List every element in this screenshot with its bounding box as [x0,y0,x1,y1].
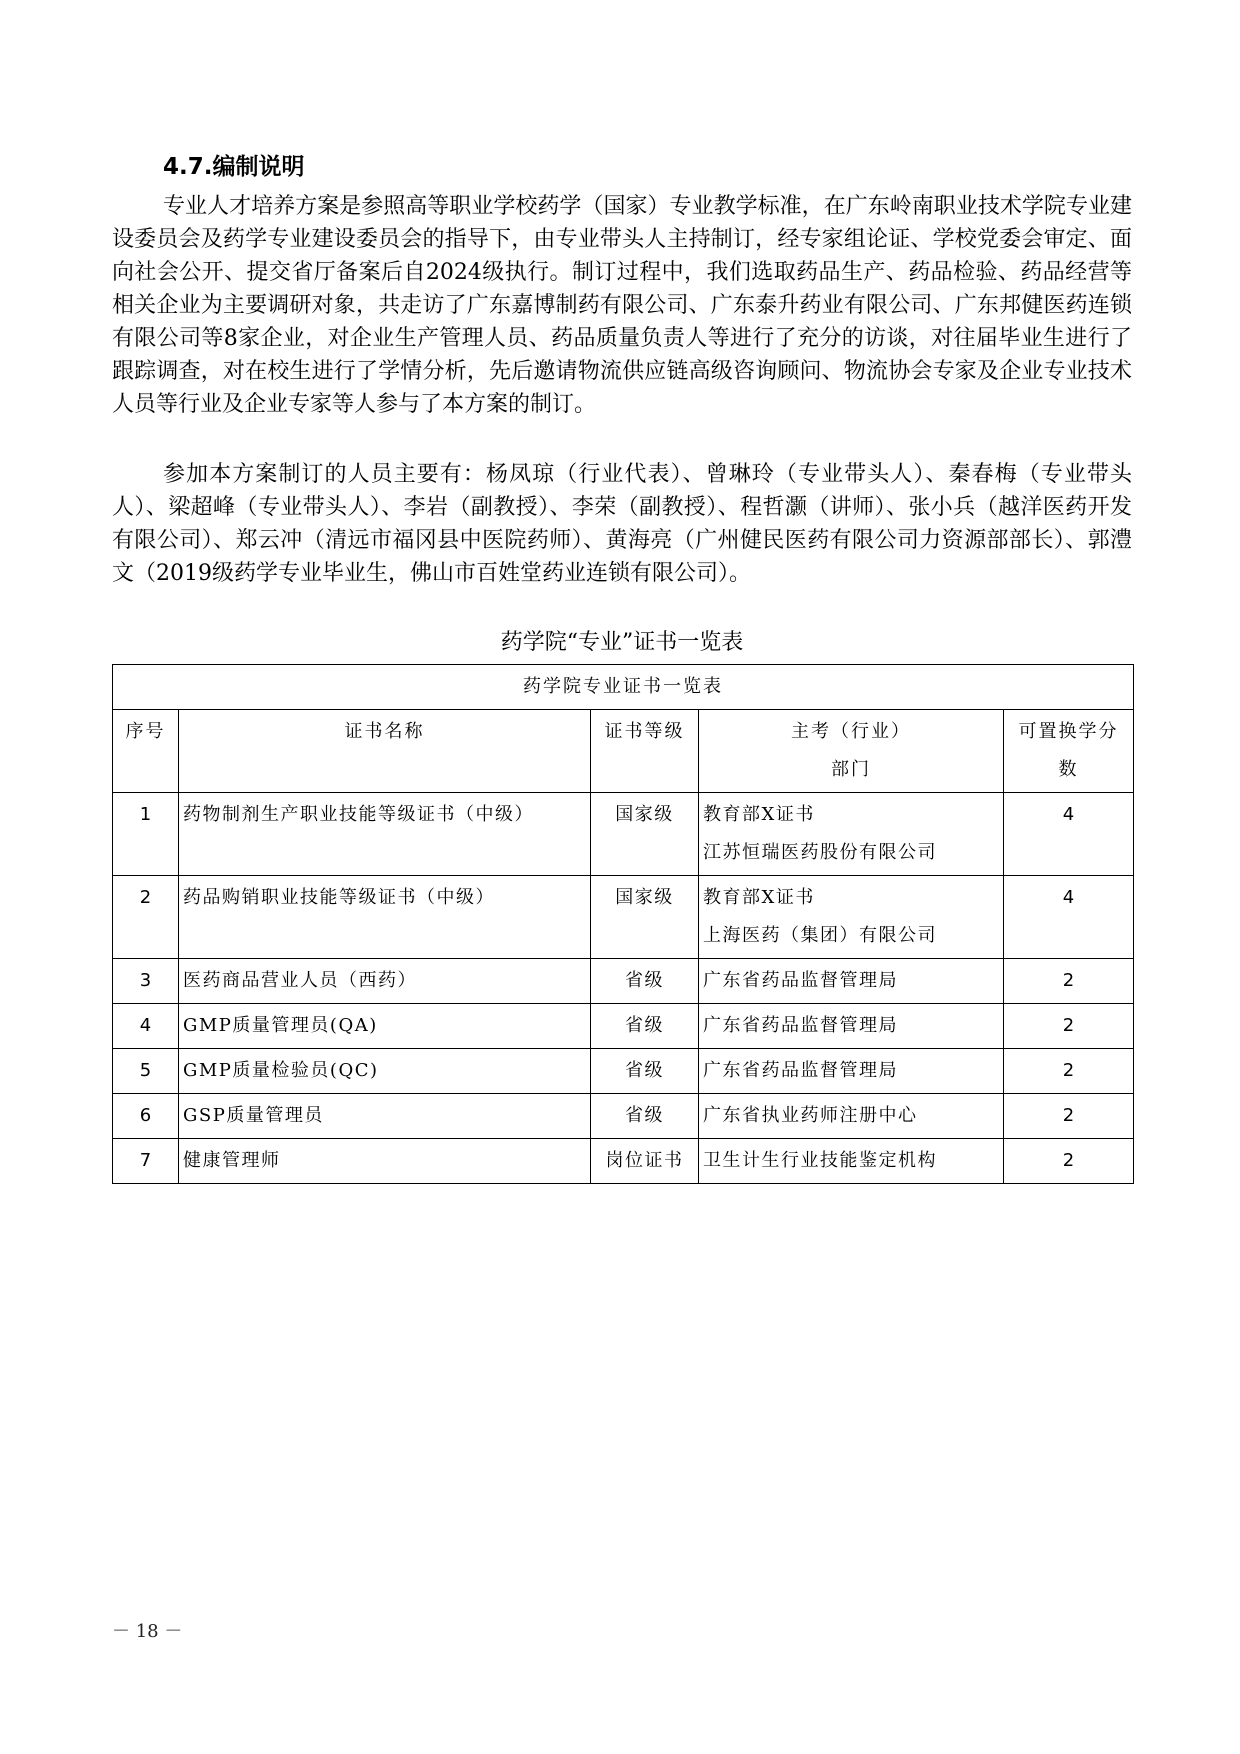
header-dept [699,710,1004,793]
table-row [113,1004,1134,1049]
cell-credits: 2 [1004,1139,1134,1184]
cell-index: 3 [113,959,179,1004]
header-index: 序号 [113,710,179,793]
cell-name: GSP质量管理员 [179,1094,591,1139]
table-row [113,1139,1134,1184]
cell-level: 国家级 [591,793,699,876]
header-credits-line2: 数 [1058,759,1079,780]
cell-index: 7 [113,1139,179,1184]
table-row [113,876,1134,959]
cell-dept [699,1049,1004,1094]
cell-level: 国家级 [591,876,699,959]
table-row [113,1094,1134,1139]
cell-dept [699,1139,1004,1184]
cell-dept-line1: 广东省药品监督管理局 [703,970,898,991]
table-row [113,793,1134,876]
header-name: 证书名称 [179,710,591,793]
cell-level: 省级 [591,1004,699,1049]
cell-name: 医药商品营业人员（西药） [179,959,591,1004]
cell-index: 2 [113,876,179,959]
cell-dept [699,1094,1004,1139]
section-heading: 4.7.编制说明 [163,154,305,180]
cell-dept-line2: 上海医药（集团）有限公司 [703,925,937,946]
table-row [113,1049,1134,1094]
cell-credits: 2 [1004,1004,1134,1049]
cell-dept-line1: 卫生计生行业技能鉴定机构 [703,1150,937,1171]
cell-level: 省级 [591,1049,699,1094]
cell-credits: 4 [1004,876,1134,959]
cell-name: 药品购销职业技能等级证书（中级） [179,876,591,959]
paragraph-participants: 参加本方案制订的人员主要有：杨凤琼（行业代表）、曾琳玲（专业带头人）、秦春梅（专业带头人）、梁超峰（专业带头人）、李岩（副教授）、李荣（副教授）、程哲灏（讲师）、张小兵（越洋医药开发有限公司）、郑云冲（清远市福冈县中医院药师）、黄海亮（广州健民医药有限公司力资源部部长）、郭澧文（2019级药学专业毕业生，佛山市百姓堂药业连锁有限公司）。 [112,462,1132,586]
cell-dept [699,876,1004,959]
cell-name: 健康管理师 [179,1139,591,1184]
cell-dept-line1: 广东省药品监督管理局 [703,1060,898,1081]
header-dept-line1: 主考（行业） [791,721,911,742]
cell-index: 5 [113,1049,179,1094]
cell-index: 4 [113,1004,179,1049]
table-header-row [113,710,1134,793]
header-credits-line1: 可置换学分 [1018,721,1119,742]
header-dept-line2: 部门 [831,759,871,780]
cell-level: 岗位证书 [591,1139,699,1184]
cell-dept [699,959,1004,1004]
table-caption: 药学院“专业”证书一览表 [500,630,744,655]
certificate-table [112,664,1134,1184]
cell-credits: 2 [1004,1094,1134,1139]
page-number: － 18 － [112,1621,183,1642]
cell-name: GMP质量检验员(QC) [179,1049,591,1094]
cell-dept-line1: 教育部X证书 [703,887,815,908]
cell-dept [699,1004,1004,1049]
header-credits [1004,710,1134,793]
cell-credits: 2 [1004,959,1134,1004]
cell-index: 6 [113,1094,179,1139]
cell-dept-line2: 江苏恒瑞医药股份有限公司 [703,842,937,863]
table-title-row [113,665,1134,710]
cell-level: 省级 [591,959,699,1004]
cell-name: 药物制剂生产职业技能等级证书（中级） [179,793,591,876]
cell-dept [699,793,1004,876]
cell-dept-line1: 广东省执业药师注册中心 [703,1105,918,1126]
cell-dept-line1: 教育部X证书 [703,804,815,825]
header-level: 证书等级 [591,710,699,793]
cell-credits: 4 [1004,793,1134,876]
cell-name: GMP质量管理员(QA) [179,1004,591,1049]
cell-index: 1 [113,793,179,876]
cell-credits: 2 [1004,1049,1134,1094]
paragraph-compilation-notes: 专业人才培养方案是参照高等职业学校药学（国家）专业教学标准，在广东岭南职业技术学院专业建设委员会及药学专业建设委员会的指导下，由专业带头人主持制订，经专家组论证、学校党委会审定、面向社会公开、提交省厅备案后自2024级执行。制订过程中，我们选取药品生产、药品检验、药品经营等相关企业为主要调研对象，共走访了广东嘉博制药有限公司、广东泰升药业有限公司、广东邦健医药连锁有限公司等8家企业，对企业生产管理人员、药品质量负责人等进行了充分的访谈，对往届毕业生进行了跟踪调查，对在校生进行了学情分析，先后邀请物流供应链高级咨询顾问、物流协会专家及企业专业技术人员等行业及企业专家等人参与了本方案的制订。 [112,194,1132,417]
cell-level: 省级 [591,1094,699,1139]
cell-dept-line1: 广东省药品监督管理局 [703,1015,898,1036]
table-title: 药学院专业证书一览表 [113,665,1134,710]
table-row [113,959,1134,1004]
